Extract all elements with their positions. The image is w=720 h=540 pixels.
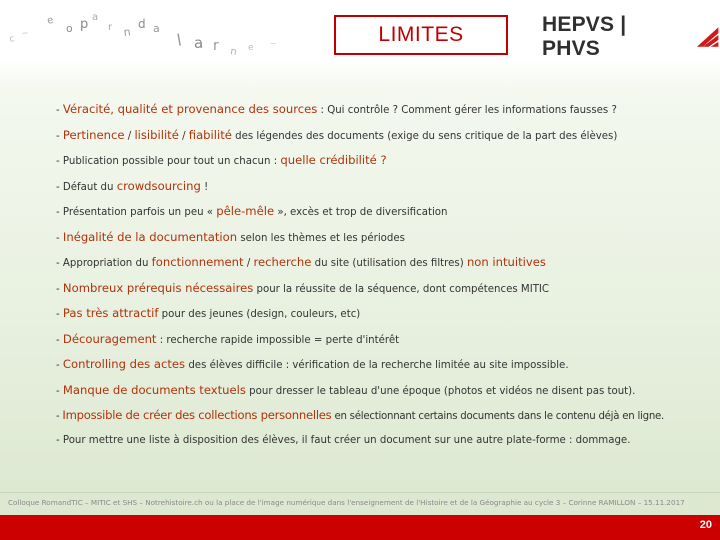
svg-text:c: c bbox=[8, 34, 16, 45]
highlighted-phrase: non intuitives bbox=[466, 255, 546, 269]
bullet-item bbox=[56, 200, 696, 226]
bullet-text: - bbox=[56, 334, 63, 346]
highlighted-phrase: crowdsourcing bbox=[116, 178, 201, 193]
bullet-text: - bbox=[56, 105, 63, 116]
highlighted-phrase: Véracité, qualité et provenance des sources bbox=[62, 102, 318, 116]
bullet-text: - Défaut du bbox=[56, 181, 117, 193]
bullet-item bbox=[56, 226, 696, 252]
bottom-red-bar bbox=[0, 515, 720, 540]
page-number: 20 bbox=[699, 519, 712, 531]
bullet-item bbox=[56, 430, 696, 456]
svg-text:o: o bbox=[66, 22, 73, 35]
bullet-text: - bbox=[56, 385, 63, 397]
highlighted-phrase: pêle-mêle bbox=[216, 204, 275, 218]
highlighted-phrase: lisibilité bbox=[134, 127, 179, 142]
bullet-text: des légendes des documents (exige du sens critique de la part des élèves) bbox=[231, 130, 618, 142]
highlighted-phrase: Controlling des actes bbox=[62, 357, 186, 371]
bullet-item bbox=[56, 379, 696, 405]
bullet-item bbox=[56, 328, 696, 354]
slide-title: LIMITES bbox=[378, 23, 464, 46]
svg-text:~: ~ bbox=[270, 39, 277, 48]
bullet-item bbox=[56, 251, 696, 277]
highlighted-phrase: Impossible de créer des collections personnelles bbox=[62, 408, 332, 422]
bullet-text: - Publication possible pour tout un chacun : bbox=[56, 156, 281, 167]
bullet-item bbox=[56, 124, 696, 150]
bullet-text: - Présentation parfois un peu « bbox=[56, 207, 217, 218]
logo-wing-icon bbox=[695, 25, 720, 49]
decorative-letters-graphic bbox=[8, 6, 308, 60]
footer-citation: Colloque RomandTIC – MITIC et SHS – Notrehistoire.ch ou la place de l'image numérique dans l'enseignement de l'Histoire et de la Géographie au cycle 3 – Corinne RAMILLON – 15.11.2017 bbox=[8, 498, 685, 507]
svg-text:a: a bbox=[194, 34, 204, 52]
bullet-text: en sélectionnant certains documents dans le contenu déjà en ligne. bbox=[331, 411, 665, 422]
bullet-text: - bbox=[56, 130, 63, 142]
svg-text:e: e bbox=[248, 43, 254, 53]
bullet-text: selon les thèmes et les périodes bbox=[237, 232, 405, 244]
bullet-item bbox=[56, 277, 696, 303]
svg-text:n: n bbox=[229, 46, 238, 58]
hepvs-logo bbox=[542, 13, 720, 60]
svg-text:e: e bbox=[45, 14, 55, 27]
bullet-item bbox=[56, 149, 696, 175]
bullet-text: - bbox=[56, 411, 63, 422]
bullet-text: - bbox=[56, 360, 63, 371]
bullet-text: - Pour mettre une liste à disposition des élèves, il faut créer un document sur une autre plate-forme : dommage. bbox=[56, 434, 631, 446]
bullet-text: : recherche rapide impossible = perte d'intérêt bbox=[156, 334, 400, 346]
bullet-text: / bbox=[243, 258, 254, 269]
bullet-item bbox=[56, 98, 696, 124]
bullet-text: pour la réussite de la séquence, dont compétences MITIC bbox=[253, 283, 550, 295]
highlighted-phrase: quelle crédibilité ? bbox=[280, 153, 387, 167]
bullet-item bbox=[56, 404, 696, 430]
highlighted-phrase: Inégalité de la documentation bbox=[62, 229, 238, 244]
highlighted-phrase: Pas très attractif bbox=[62, 306, 159, 320]
svg-text:n: n bbox=[122, 25, 132, 39]
bullet-item bbox=[56, 175, 696, 201]
bullet-text: - Appropriation du bbox=[56, 258, 152, 269]
highlighted-phrase: Découragement bbox=[62, 331, 157, 346]
highlighted-phrase: fonctionnement bbox=[151, 255, 244, 269]
bullet-text: du site (utilisation des filtres) bbox=[311, 258, 467, 269]
slide-title-box bbox=[334, 15, 508, 55]
bullet-text: : Qui contrôle ? Comment gérer les informations fausses ? bbox=[317, 105, 617, 116]
bullet-text: des élèves difficile : vérification de la recherche limitée au site impossible. bbox=[185, 360, 569, 371]
bullet-text: / bbox=[124, 130, 135, 142]
deco-letter-p: p bbox=[80, 17, 89, 32]
bullet-text: - bbox=[56, 309, 63, 320]
svg-text:r: r bbox=[213, 38, 219, 54]
svg-text:d: d bbox=[138, 17, 146, 31]
svg-text:l: l bbox=[175, 30, 184, 50]
bullet-list bbox=[56, 98, 696, 455]
highlighted-phrase: Nombreux prérequis nécessaires bbox=[62, 280, 254, 295]
svg-text:a: a bbox=[92, 12, 99, 23]
bullet-text: - bbox=[56, 232, 63, 244]
bullet-text: - bbox=[56, 283, 63, 295]
header-band bbox=[0, 0, 720, 62]
bullet-item bbox=[56, 302, 696, 328]
highlighted-phrase: fiabilité bbox=[188, 127, 232, 142]
bullet-item bbox=[56, 353, 696, 379]
footer-divider bbox=[0, 492, 720, 493]
bullet-text: / bbox=[178, 130, 189, 142]
svg-text:a: a bbox=[153, 22, 160, 35]
bullet-text: », excès et trop de diversification bbox=[274, 207, 448, 218]
bullet-text: ! bbox=[200, 181, 209, 193]
bullet-text: pour des jeunes (design, couleurs, etc) bbox=[158, 309, 361, 320]
logo-text: HEPVS | PHVS bbox=[542, 13, 627, 60]
highlighted-phrase: Manque de documents textuels bbox=[62, 382, 246, 397]
svg-text:r: r bbox=[108, 22, 113, 33]
svg-text:~: ~ bbox=[21, 28, 29, 38]
highlighted-phrase: Pertinence bbox=[62, 127, 125, 142]
highlighted-phrase: recherche bbox=[253, 255, 312, 269]
bullet-text: pour dresser le tableau d'une époque (photos et vidéos ne disent pas tout). bbox=[245, 385, 636, 397]
